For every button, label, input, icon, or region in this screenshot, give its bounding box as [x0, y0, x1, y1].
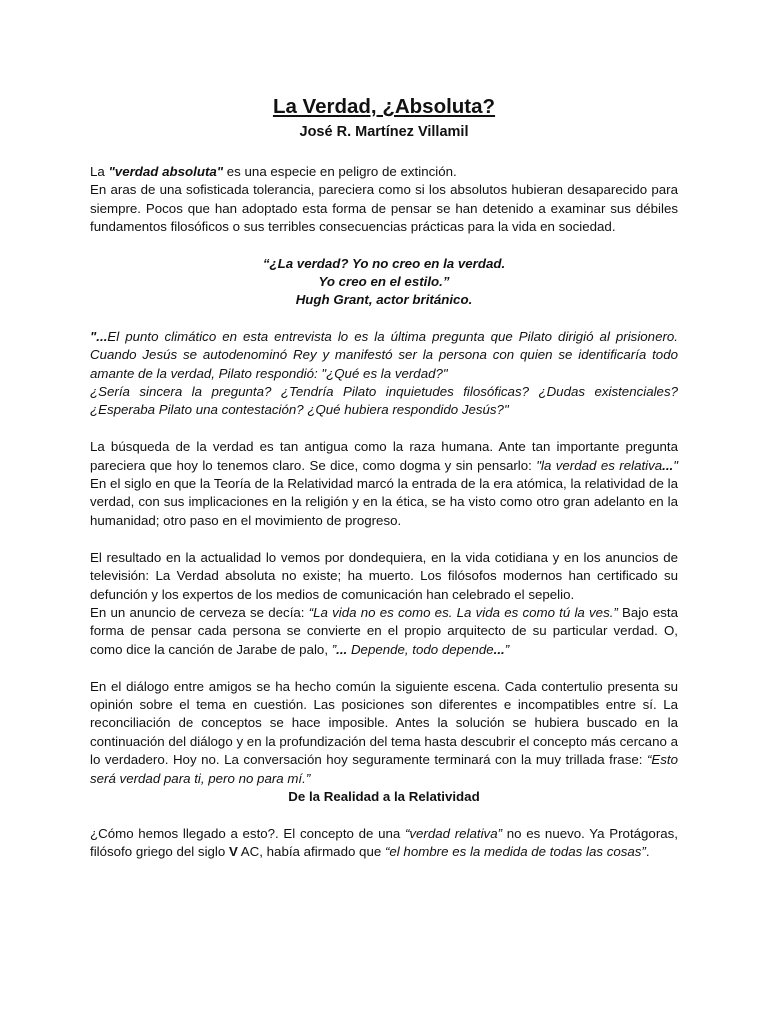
paragraph-questions: ¿Sería sincera la pregunta? ¿Tendría Pilato inquietudes filosóficas? ¿Dudas existenciales? ¿Esperaba Pilato una contestación? ¿Qué hubiera respondido Jesús?" [90, 384, 678, 418]
emphasis-text: V [228, 844, 238, 860]
document-title: La Verdad, ¿Absoluta? [272, 95, 496, 118]
paragraph-pilate [90, 328, 678, 383]
emphasis-text: “el hombre es la medida de todas las cosas” [384, 844, 646, 860]
document-author: José R. Martínez Villamil [299, 124, 469, 140]
emphasis-text: " [673, 457, 678, 473]
text-run: La búsqueda de la verdad es tan antigua como la raza humana. Ante tan importante pregunta pareciera que hoy lo tenemos claro. Se dice, como dogma y sin pensarlo: [90, 439, 678, 473]
section-heading: De la Realidad a la Relatividad [288, 788, 480, 804]
text-run: En el diálogo entre amigos se ha hecho común la siguiente escena. Cada contertulio presenta su opinión sobre el tema en cuestión. Las posiciones son diferentes e incompatibles entre sí. La reconciliación de conceptos se hace imposible. Antes la solución se hubiera buscado en la continuación del diálogo y en la profundización del tema hasta descubrir el concepto más cercano a lo verdadero. Hoy no. La conversación hoy seguramente terminará con la muy trillada frase: [90, 678, 678, 768]
text-run: ¿Cómo hemos llegado a esto?. El concepto de una [90, 825, 405, 841]
text-run: El punto climático en esta entrevista lo es la última pregunta que Pilato dirigió al prisionero. Cuando Jesús se autodenominó Rey y manifestó ser la persona con quien se identificaría todo amante de la verdad, Pilato respondió: [90, 328, 678, 381]
quote-line-2: Yo creo en el estilo.” [318, 274, 450, 290]
paragraph-result: El resultado en la actualidad lo vemos por dondequiera, en la vida cotidiana y en los anuncios de televisión: La Verdad absoluta no existe; ha muerto. Los filósofos modernos han certificado su defunción y los expertos de los medios de comunicación han celebrado el sepelio. [90, 549, 678, 602]
text-run: es una especie en peligro de extinción. [223, 164, 457, 179]
text-run: En el siglo en que la Teoría de la Relatividad marcó la entrada de la era atómica, la relatividad de la verdad, con sus implicaciones en la religión y en la ética, se ha visto como otro gran adelanto en la humanidad; otro paso en el movimiento de progreso. [90, 476, 678, 528]
epigraph-quote [90, 255, 678, 310]
text-run: AC, había afirmado que [237, 844, 385, 860]
text-run: En un anuncio de cerveza se decía: [90, 604, 309, 620]
text-run: . [645, 844, 650, 860]
text-run: La [90, 164, 109, 179]
emphasis-text: ... [662, 457, 674, 473]
paragraph-search-truth [90, 438, 678, 530]
paragraph-dialogue [90, 678, 678, 788]
emphasis-text: "la verdad es relativa [536, 457, 663, 473]
text-run: no es nuevo. Ya Protágoras, filósofo griego del siglo [90, 825, 678, 860]
emphasis-text: ... [336, 641, 348, 657]
emphasis-text: "verdad absoluta" [108, 164, 224, 179]
emphasis-text: Depende, todo depende [347, 641, 494, 657]
text-run: "¿Qué es la verdad?" [321, 365, 448, 381]
emphasis-text: “La vida no es como es. La vida es como tú la ves.” [308, 604, 618, 620]
emphasis-text: “Esto será verdad para ti, pero no para mí.” [90, 752, 678, 786]
text-run: "... [90, 328, 108, 344]
paragraph-protagoras [90, 825, 678, 862]
text-run: Bajo esta forma de pensar cada persona se convierte en el propio arquitecto de su particular verdad. O, como dice la canción de Jarabe de palo, [90, 604, 678, 657]
emphasis-text: ... [493, 641, 505, 657]
emphasis-text: ” [504, 641, 510, 657]
emphasis-text: “verdad relativa” [404, 825, 503, 841]
paragraph-tolerance: En aras de una sofisticada tolerancia, pareciera como si los absolutos hubieran desaparecido para siempre. Pocos que han adoptado esta forma de pensar se han detenido a examinar sus débiles fundamentos filosóficos o sus terribles consecuencias prácticas para la vida en sociedad. [90, 182, 678, 235]
paragraph-intro [90, 163, 678, 181]
paragraph-beer-ad [90, 604, 678, 659]
emphasis-text: ” [331, 641, 337, 657]
quote-attribution: Hugh Grant, actor británico. [295, 292, 473, 308]
quote-line-1: “¿La verdad? Yo no creo en la verdad. [262, 255, 506, 271]
